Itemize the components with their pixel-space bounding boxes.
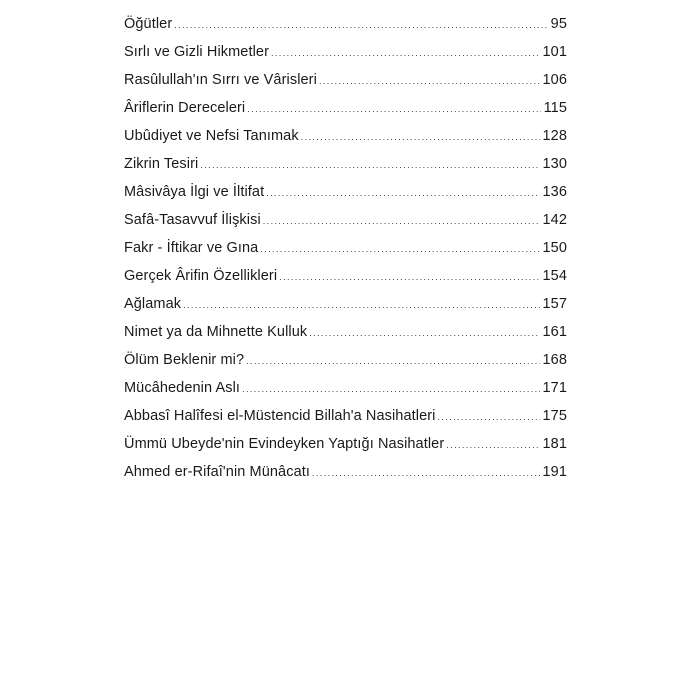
toc-entry-page: 150 <box>542 240 567 256</box>
toc-entry-page: 142 <box>542 212 567 228</box>
toc-entry-page: 128 <box>542 128 567 144</box>
toc-entry-page: 136 <box>542 184 567 200</box>
toc-dot-leader <box>183 291 539 319</box>
toc-dot-leader <box>438 403 540 431</box>
toc-entry <box>124 94 567 122</box>
toc-entry-title: Zikrin Tesiri <box>124 156 199 172</box>
toc-dot-leader <box>301 123 540 151</box>
toc-entry-title: Âriflerin Dereceleri <box>124 100 246 116</box>
toc-entry <box>124 346 567 374</box>
toc-entry <box>124 122 567 150</box>
toc-entry-title: Mücâhedenin Aslı <box>124 380 241 396</box>
toc-entry <box>124 318 567 346</box>
toc-entry-page: 175 <box>542 408 567 424</box>
toc-dot-leader <box>446 431 539 459</box>
toc-entry-page: 161 <box>542 324 567 340</box>
toc-entry <box>124 206 567 234</box>
toc-dot-leader <box>312 459 540 487</box>
toc-dot-leader <box>174 11 547 39</box>
toc-entry <box>124 10 567 38</box>
toc-entry-page: 154 <box>542 268 567 284</box>
toc-entry-title: Sırlı ve Gizli Hikmetler <box>124 44 269 60</box>
toc-entry-page: 168 <box>542 352 567 368</box>
toc-dot-leader <box>271 39 540 67</box>
toc-dot-leader <box>247 95 540 123</box>
toc-entry-page: 115 <box>543 100 567 116</box>
table-of-contents <box>124 10 567 486</box>
toc-entry-title: Fakr - İftikar ve Gına <box>124 240 259 256</box>
toc-dot-leader <box>319 67 540 95</box>
toc-entry <box>124 430 567 458</box>
toc-entry <box>124 458 567 486</box>
toc-entry-page: 191 <box>542 464 567 480</box>
toc-entry <box>124 262 567 290</box>
toc-entry-title: Rasûlullah'ın Sırrı ve Vârisleri <box>124 72 317 88</box>
toc-entry-page: 130 <box>542 156 567 172</box>
toc-dot-leader <box>260 235 539 263</box>
toc-dot-leader <box>309 319 539 347</box>
toc-dot-leader <box>279 263 539 291</box>
toc-dot-leader <box>200 151 539 179</box>
toc-entry-page: 95 <box>550 16 567 32</box>
toc-entry-title: Öğütler <box>124 16 173 32</box>
toc-dot-leader <box>266 179 539 207</box>
toc-entry-page: 106 <box>542 72 567 88</box>
toc-entry <box>124 290 567 318</box>
toc-entry-title: Ubûdiyet ve Nefsi Tanımak <box>124 128 299 144</box>
toc-entry <box>124 178 567 206</box>
toc-entry-title: Ahmed er-Rifaî'nin Münâcatı <box>124 464 310 480</box>
toc-dot-leader <box>263 207 540 235</box>
toc-entry-title: Gerçek Ârifin Özellikleri <box>124 268 278 284</box>
toc-entry <box>124 374 567 402</box>
toc-entry-title: Abbasî Halîfesi el-Müstencid Billah'a Nasihatleri <box>124 408 436 424</box>
toc-entry-page: 181 <box>542 436 567 452</box>
toc-dot-leader <box>242 375 539 403</box>
toc-entry-page: 171 <box>542 380 567 396</box>
toc-dot-leader <box>246 347 539 375</box>
toc-entry-title: Nimet ya da Mihnette Kulluk <box>124 324 308 340</box>
toc-entry-title: Safâ-Tasavvuf İlişkisi <box>124 212 261 228</box>
toc-entry-title: Mâsivâya İlgi ve İltifat <box>124 184 265 200</box>
toc-entry <box>124 66 567 94</box>
toc-entry-title: Ümmü Ubeyde'nin Evindeyken Yaptığı Nasihatler <box>124 436 445 452</box>
toc-entry-page: 101 <box>542 44 567 60</box>
toc-entry <box>124 234 567 262</box>
toc-entry <box>124 38 567 66</box>
toc-entry-page: 157 <box>542 296 567 312</box>
toc-entry <box>124 402 567 430</box>
toc-entry <box>124 150 567 178</box>
toc-entry-title: Ağlamak <box>124 296 182 312</box>
toc-entry-title: Ölüm Beklenir mi? <box>124 352 245 368</box>
